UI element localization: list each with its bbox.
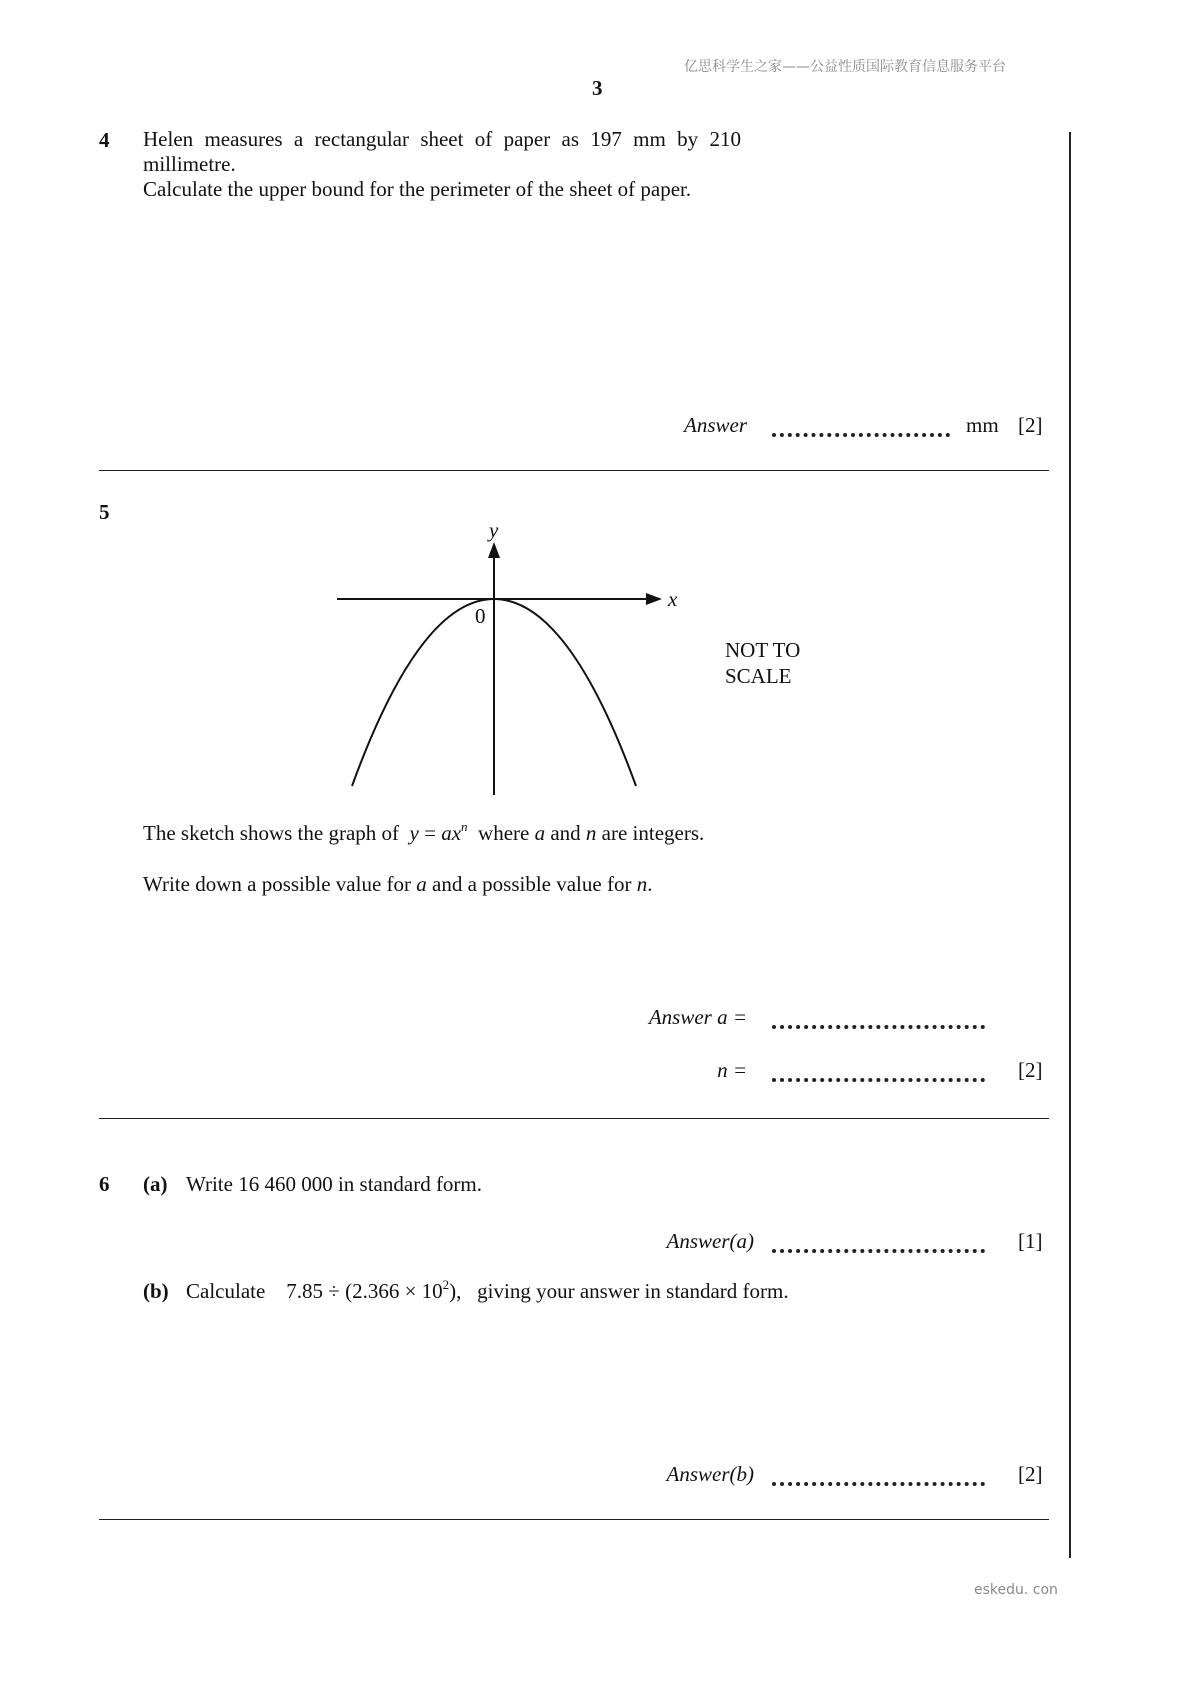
- header-watermark: 亿思科学生之家——公益性质国际教育信息服务平台: [684, 59, 1006, 75]
- question-5-answer-a-line[interactable]: [772, 1025, 985, 1029]
- question-6a-answer-label: Answer(a): [666, 1229, 754, 1253]
- question-5-answer-n-line[interactable]: [772, 1078, 985, 1082]
- question-4-answer-line[interactable]: [772, 433, 950, 437]
- question-4-answer-label: Answer: [684, 413, 747, 437]
- question-5-answer-n-label: n =: [717, 1058, 747, 1082]
- not-to-scale-line-2: SCALE: [725, 664, 792, 688]
- question-4-line-1: Helen measures a rectangular sheet of paper as 197 mm by 210: [143, 127, 741, 151]
- page-number: 3: [592, 76, 603, 100]
- not-to-scale-line-1: NOT TO: [725, 638, 801, 662]
- question-6b-answer-line[interactable]: [772, 1482, 985, 1486]
- question-6a-text: Write 16 460 000 in standard form.: [186, 1172, 483, 1196]
- question-4-number: 4: [99, 128, 110, 152]
- question-4-marks: [2]: [1018, 413, 1043, 437]
- question-6b-text: Calculate $7.85 \div (2.366 \times 10^2)$, giving your answer in standard form.: [186, 1277, 789, 1303]
- question-5-number: 5: [99, 500, 110, 524]
- divider-q6: [99, 1519, 1049, 1520]
- parabola-sketch: [330, 520, 700, 800]
- question-6a-answer-line[interactable]: [772, 1249, 985, 1253]
- origin-label: 0: [475, 604, 486, 628]
- y-axis-arrow-icon: [488, 542, 500, 558]
- question-4-line-2: millimetre.: [143, 152, 236, 176]
- question-6b-answer-label: Answer(b): [666, 1462, 754, 1486]
- question-6b-label: (b): [143, 1279, 169, 1303]
- question-6b-marks: [2]: [1018, 1462, 1043, 1486]
- question-6a-marks: [1]: [1018, 1229, 1043, 1253]
- question-5-text-1: The sketch shows the graph of $y = ax^n$ where a and n are integers.: [143, 819, 705, 845]
- question-5-text-2: Write down a possible value for a and a possible value for n.: [143, 872, 653, 896]
- divider-q4: [99, 470, 1049, 471]
- y-axis-label: y: [489, 520, 499, 542]
- x-axis-label: x: [668, 587, 678, 611]
- right-margin-rule: [1069, 132, 1071, 1558]
- question-6-number: 6: [99, 1172, 110, 1196]
- question-4-unit: mm: [966, 413, 999, 437]
- question-5-answer-a-label: Answer a =: [648, 1005, 747, 1029]
- footer-site: eskedu. con: [974, 1582, 1058, 1598]
- x-axis-arrow-icon: [646, 593, 662, 605]
- question-4-line-3: Calculate the upper bound for the perimeter of the sheet of paper.: [143, 177, 692, 201]
- question-5-marks: [2]: [1018, 1058, 1043, 1082]
- divider-q5: [99, 1118, 1049, 1119]
- question-6a-label: (a): [143, 1172, 168, 1196]
